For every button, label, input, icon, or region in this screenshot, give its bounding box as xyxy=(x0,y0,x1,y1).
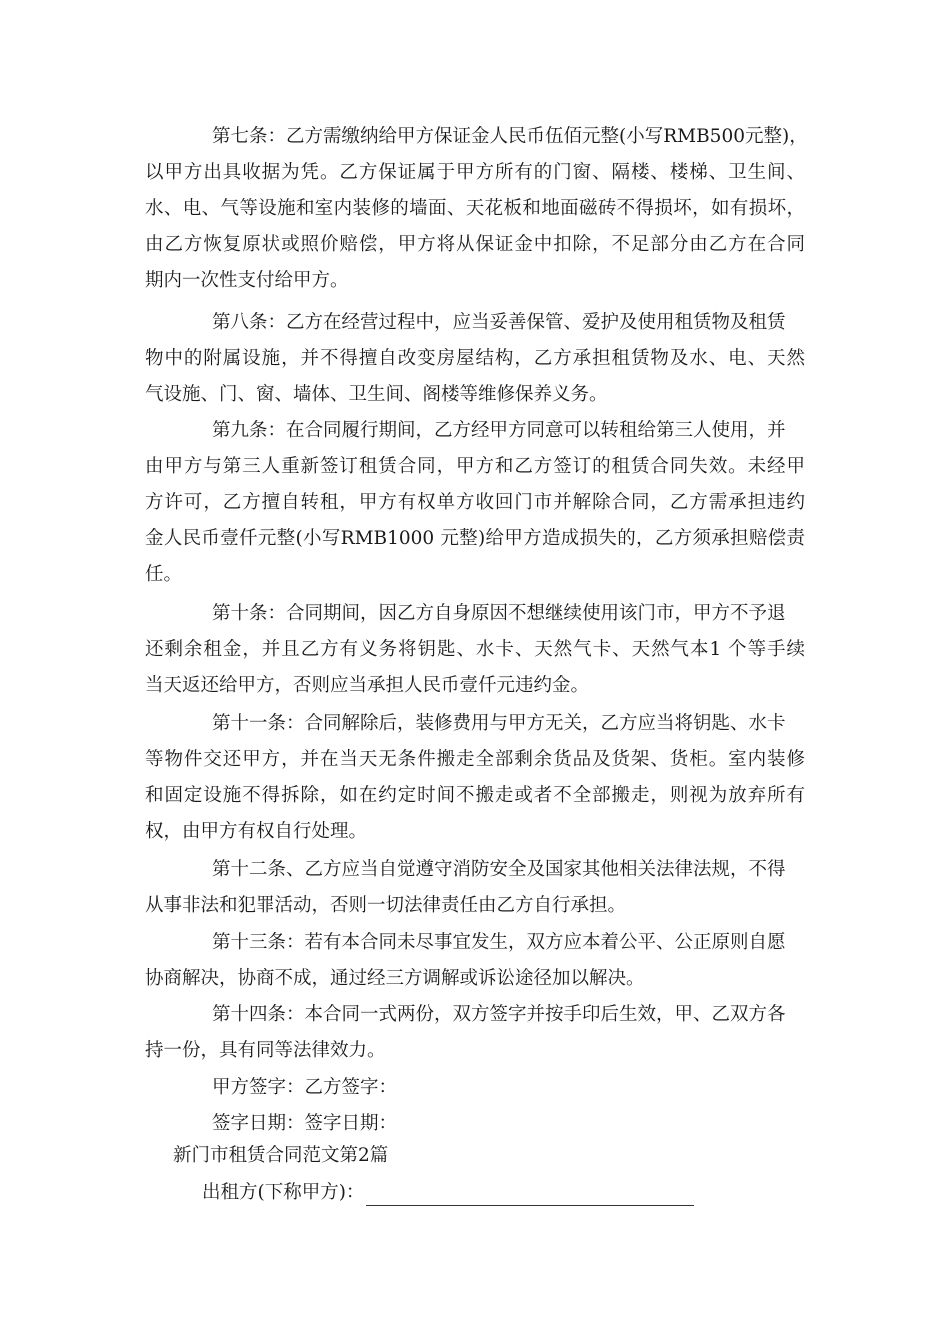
lessor-blank-field[interactable] xyxy=(366,1187,694,1206)
text-line: 物中的附属设施，并不得擅自改变房屋结构，乙方承担租赁物及水、电、天然 xyxy=(145,348,805,369)
text-line: 还剩余租金，并且乙方有义务将钥匙、水卡、天然气卡、天然气本1 个等手续 xyxy=(145,639,805,660)
text-line: 第十四条：本合同一式两份，双方签字并按手印后生效，甲、乙双方各 xyxy=(212,1004,786,1025)
text-line: 第十二条、乙方应当自觉遵守消防安全及国家其他相关法律法规，不得 xyxy=(212,859,786,880)
text-line: 权，由甲方有权自行处理。 xyxy=(145,821,368,842)
text-line: 当天返还给甲方，否则应当承担人民币壹仟元违约金。 xyxy=(145,675,590,696)
text-line: 协商解决，协商不成，通过经三方调解或诉讼途径加以解决。 xyxy=(145,968,645,989)
text-line: 由甲方与第三人重新签订租赁合同，甲方和乙方签订的租赁合同失效。未经甲 xyxy=(145,456,805,477)
text-line: 水、电、气等设施和室内装修的墙面、天花板和地面磁砖不得损坏，如有损坏， xyxy=(145,198,805,219)
lessor-line xyxy=(202,1180,694,1206)
signature-line: 甲方签字：乙方签字： xyxy=(212,1077,398,1098)
text-line: 第八条：乙方在经营过程中，应当妥善保管、爱护及使用租赁物及租赁 xyxy=(212,312,786,333)
text-line: 以甲方出具收据为凭。乙方保证属于甲方所有的门窗、隔楼、楼梯、卫生间、 xyxy=(145,162,805,183)
text-line: 等物件交还甲方，并在当天无条件搬走全部剩余货品及货架、货柜。室内装修 xyxy=(145,749,805,770)
lessor-label: 出租方(下称甲方)： xyxy=(202,1182,365,1203)
date-line: 签字日期：签字日期： xyxy=(212,1113,398,1134)
section-title: 新门市租赁合同范文第2篇 xyxy=(173,1145,389,1166)
text-line: 持一份，具有同等法律效力。 xyxy=(145,1040,386,1061)
text-line: 从事非法和犯罪活动，否则一切法律责任由乙方自行承担。 xyxy=(145,895,627,916)
text-line: 和固定设施不得拆除，如在约定时间不搬走或者不全部搬走，则视为放弃所有 xyxy=(145,785,805,806)
text-line: 期内一次性支付给甲方。 xyxy=(145,270,349,291)
text-line: 方许可，乙方擅自转租，甲方有权单方收回门市并解除合同，乙方需承担违约 xyxy=(145,492,805,513)
text-line: 第十条：合同期间，因乙方自身原因不想继续使用该门市，甲方不予退 xyxy=(212,603,786,624)
text-line: 第十一条：合同解除后，装修费用与甲方无关，乙方应当将钥匙、水卡 xyxy=(212,713,786,734)
text-line: 任。 xyxy=(145,564,183,585)
text-line: 金人民币壹仟元整(小写RMB1000 元整)给甲方造成损失的，乙方须承担赔偿责 xyxy=(145,528,805,549)
text-line: 第七条：乙方需缴纳给甲方保证金人民币伍佰元整(小写RMB500元整)， xyxy=(212,126,808,147)
text-line: 由乙方恢复原状或照价赔偿，甲方将从保证金中扣除，不足部分由乙方在合同 xyxy=(145,234,805,255)
text-line: 第十三条：若有本合同未尽事宜发生，双方应本着公平、公正原则自愿 xyxy=(212,932,786,953)
text-line: 第九条：在合同履行期间，乙方经甲方同意可以转租给第三人使用，并 xyxy=(212,420,786,441)
text-line: 气设施、门、窗、墙体、卫生间、阁楼等维修保养义务。 xyxy=(145,384,608,405)
